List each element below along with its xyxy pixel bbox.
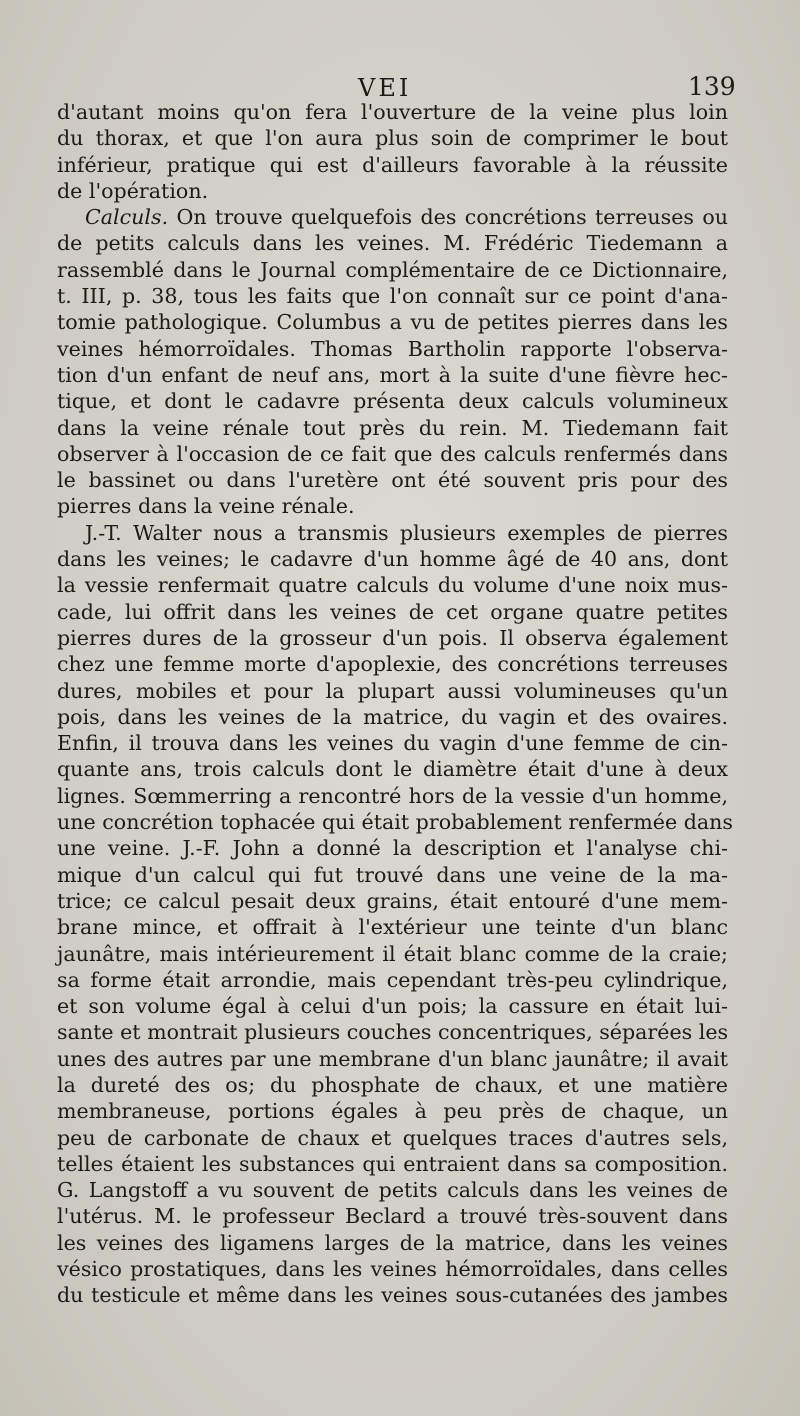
body-text	[57, 99, 734, 1309]
text-line: jaunâtre, mais intérieurement il était blanc comme de la craie;	[57, 941, 728, 966]
text-line: et son volume égal à celui d'un pois; la cassure en était lui-	[57, 994, 728, 1019]
text-line: une concrétion tophacée qui était probablement renfermée dans	[57, 810, 734, 835]
text-line: pierres dans la veine rénale.	[57, 494, 355, 519]
text-line: l'utérus. M. le professeur Beclard a trouvé très-souvent dans	[57, 1204, 728, 1229]
running-head: VEI	[358, 74, 412, 102]
text-line: cade, lui offrit dans les veines de cet organe quatre petites	[57, 599, 728, 624]
text-line: d'autant moins qu'on fera l'ouverture de la veine plus loin	[57, 100, 728, 124]
text-line: Enfin, il trouva dans les veines du vagin d'une femme de cin-	[57, 731, 728, 756]
text-line: trice; ce calcul pesait deux grains, était entouré d'une mem-	[57, 888, 728, 913]
text-line: pois, dans les veines de la matrice, du vagin et des ovaires.	[57, 704, 728, 729]
text-line: pierres dures de la grosseur d'un pois. Il observa également	[57, 625, 728, 650]
text-line: dans la veine rénale tout près du rein. M. Tiedemann fait	[57, 415, 728, 440]
text-line: les veines des ligamens larges de la matrice, dans les veines	[57, 1230, 728, 1255]
text-line: veines hémorroïdales. Thomas Bartholin rapporte l'observa-	[57, 336, 728, 361]
text-span: On trouve quelquefois des concrétions terreuses ou	[168, 205, 728, 230]
text-line: de petits calculs dans les veines. M. Frédéric Tiedemann a	[57, 231, 728, 256]
text-line: unes des autres par une membrane d'un blanc jaunâtre; il avait	[57, 1046, 728, 1071]
text-line: dans les veines; le cadavre d'un homme âgé de 40 ans, dont	[57, 547, 728, 572]
text-line: la dureté des os; du phosphate de chaux, et une matière	[57, 1072, 728, 1097]
text-line: vésico prostatiques, dans les veines hémorroïdales, dans celles	[57, 1257, 728, 1282]
text-line: le bassinet ou dans l'uretère ont été souvent pris pour des	[57, 468, 728, 493]
text-line: t. III, p. 38, tous les faits que l'on connaît sur ce point d'ana-	[57, 284, 728, 309]
text-line: tomie pathologique. Columbus a vu de petites pierres dans les	[57, 310, 728, 335]
text-line: une veine. J.-F. John a donné la description et l'analyse chi-	[57, 836, 728, 861]
text-line: J.-T. Walter nous a transmis plusieurs exemples de pierres	[85, 520, 728, 545]
text-line: du testicule et même dans les veines sous-cutanées des jambes	[57, 1283, 728, 1308]
text-line: telles étaient les substances qui entraient dans sa composition.	[57, 1151, 728, 1176]
text-line: la vessie renfermait quatre calculs du volume d'une noix mus-	[57, 573, 728, 598]
text-line: du thorax, et que l'on aura plus soin de comprimer le bout	[57, 126, 728, 151]
text-line: dures, mobiles et pour la plupart aussi volumineuses qu'un	[57, 678, 728, 703]
section-lead: Calculs.	[85, 205, 169, 230]
text-line: brane mince, et offrait à l'extérieur une teinte d'un blanc	[57, 915, 728, 940]
text-line: inférieur, pratique qui est d'ailleurs favorable à la réussite	[57, 152, 728, 177]
text-line: tion d'un enfant de neuf ans, mort à la suite d'une fièvre hec-	[57, 362, 728, 387]
text-line: rassemblé dans le Journal complémentaire de ce Dictionnaire,	[57, 257, 728, 282]
paragraph-walter	[57, 520, 734, 1309]
paragraph-calculs	[57, 204, 728, 520]
text-line: de l'opération.	[57, 178, 209, 203]
text-line: peu de carbonate de chaux et quelques traces d'autres sels,	[57, 1125, 728, 1150]
text-line: lignes. Sœmmerring a rencontré hors de la vessie d'un homme,	[57, 783, 728, 808]
text-line: observer à l'occasion de ce fait que des calculs renfermés dans	[57, 441, 728, 466]
text-line: mique d'un calcul qui fut trouvé dans une veine de la ma-	[57, 862, 728, 887]
text-line: sante et montrait plusieurs couches concentriques, séparées les	[57, 1020, 729, 1045]
text-line: membraneuse, portions égales à peu près de chaque, un	[57, 1099, 728, 1124]
text-line: tique, et dont le cadavre présenta deux calculs volumineux	[57, 389, 728, 414]
text-line: sa forme était arrondie, mais cependant très-peu cylindrique,	[57, 967, 728, 992]
text-line	[57, 204, 728, 230]
text-line: G. Langstoff a vu souvent de petits calculs dans les veines de	[57, 1178, 728, 1203]
text-line: chez une femme morte d'apoplexie, des concrétions terreuses	[57, 652, 728, 677]
text-line: quante ans, trois calculs dont le diamètre était d'une à deux	[57, 757, 728, 782]
paragraph-continuation	[57, 99, 728, 204]
page-number: 139	[688, 72, 736, 101]
